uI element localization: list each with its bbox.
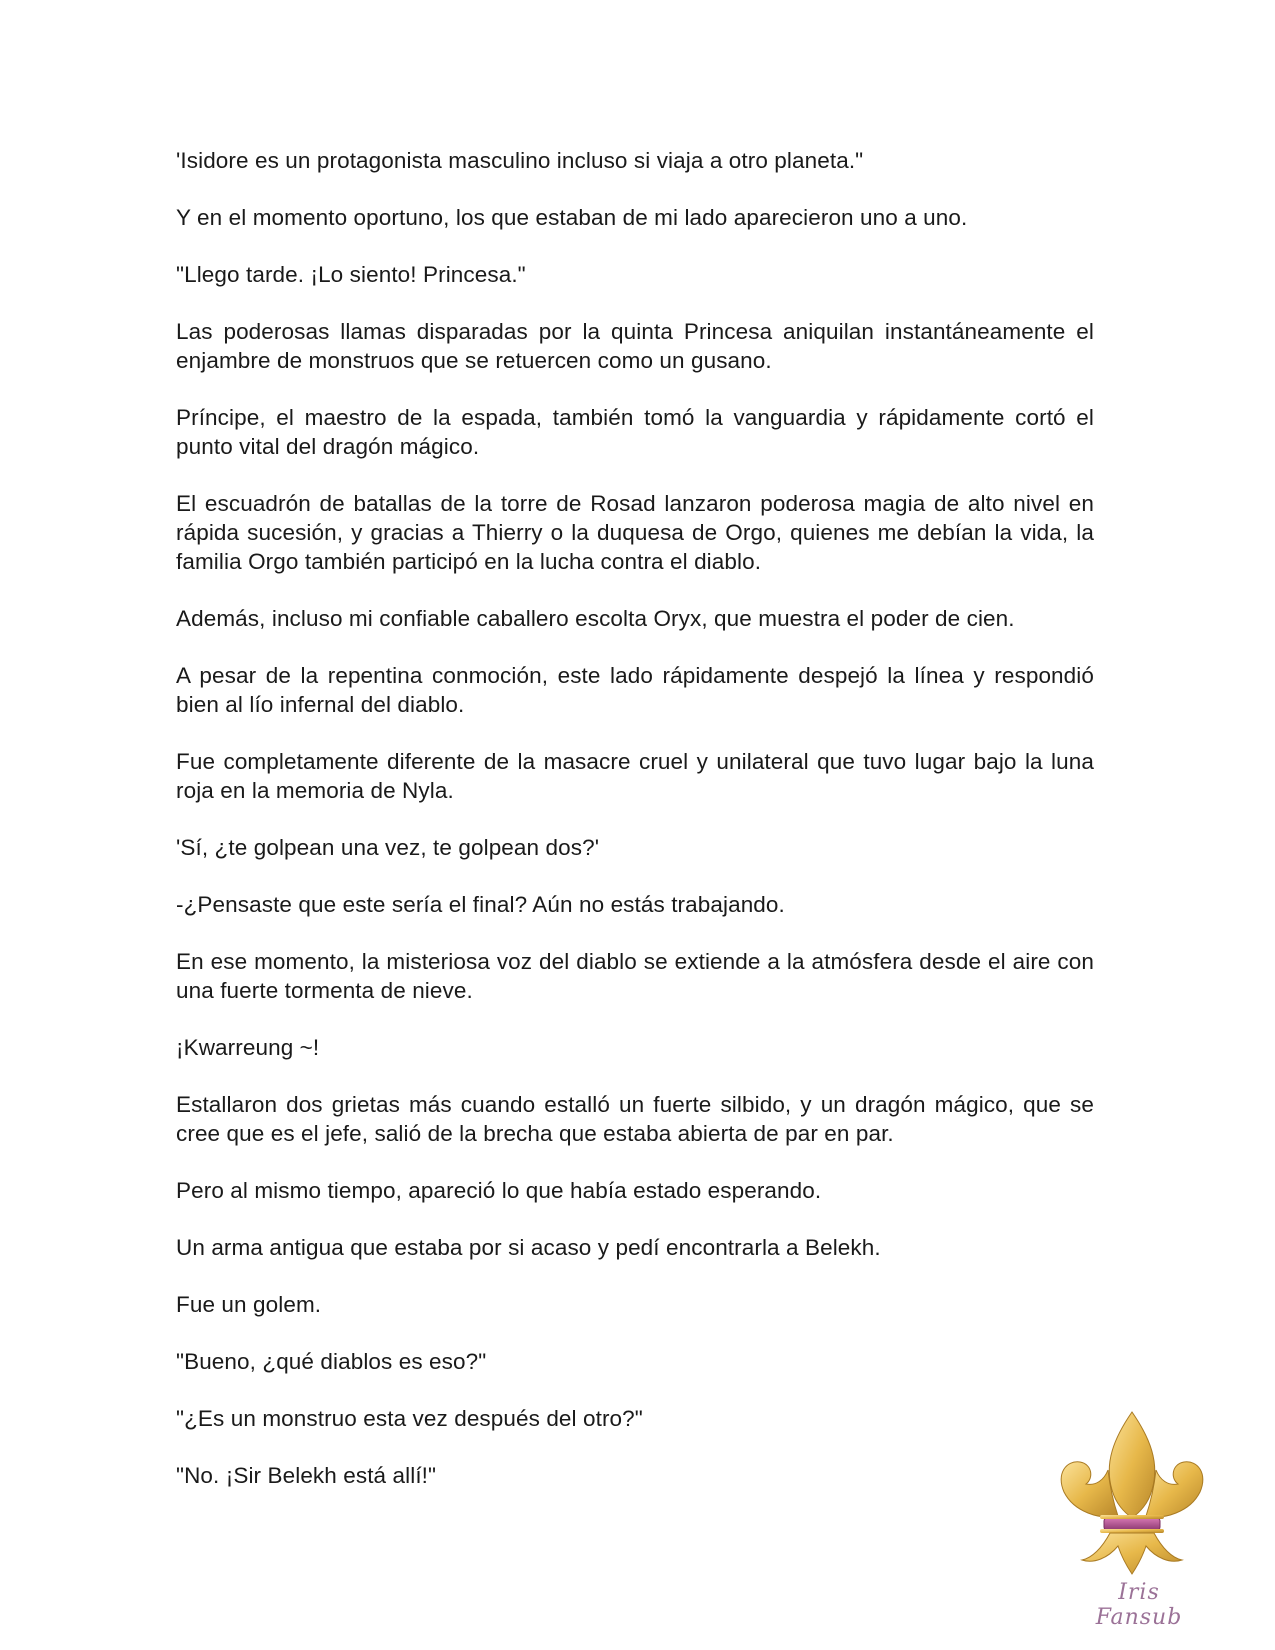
paragraph: Además, incluso mi confiable caballero escolta Oryx, que muestra el poder de cien. [176, 606, 1015, 631]
fleur-de-lis-icon [1052, 1408, 1212, 1608]
watermark-caption: Iris Fansub [1095, 1580, 1183, 1630]
document-body [176, 146, 1094, 1518]
paragraph: Estallaron dos grietas más cuando estalló un fuerte silbido, y un dragón mágico, que se cree que es el jefe, salió de la brecha que estaba abierta de par en par. [176, 1092, 1094, 1146]
paragraph: 'Isidore es un protagonista masculino incluso si viaja a otro planeta." [176, 148, 864, 173]
paragraph: El escuadrón de batallas de la torre de Rosad lanzaron poderosa magia de alto nivel en rápida sucesión, y gracias a Thierry o la duquesa de Orgo, quienes me debían la vida, la familia Orgo también participó en la lucha contra el diablo. [176, 491, 1094, 574]
paragraph: "Llego tarde. ¡Lo siento! Princesa." [176, 262, 526, 287]
paragraph: ¡Kwarreung ~! [176, 1035, 320, 1060]
paragraph: Príncipe, el maestro de la espada, también tomó la vanguardia y rápidamente cortó el punto vital del dragón mágico. [176, 405, 1094, 459]
paragraph: 'Sí, ¿te golpean una vez, te golpean dos?' [176, 835, 600, 860]
paragraph: -¿Pensaste que este sería el final? Aún no estás trabajando. [176, 892, 785, 917]
paragraph: Pero al mismo tiempo, apareció lo que había estado esperando. [176, 1178, 822, 1203]
paragraph: "¿Es un monstruo esta vez después del otro?" [176, 1406, 643, 1431]
paragraph: Un arma antigua que estaba por si acaso y pedí encontrarla a Belekh. [176, 1235, 881, 1260]
paragraph: Las poderosas llamas disparadas por la quinta Princesa aniquilan instantáneamente el enjambre de monstruos que se retuercen como un gusano. [176, 319, 1094, 373]
paragraph: "Bueno, ¿qué diablos es eso?" [176, 1349, 487, 1374]
paragraph: En ese momento, la misteriosa voz del diablo se extiende a la atmósfera desde el aire con una fuerte tormenta de nieve. [176, 949, 1094, 1003]
paragraph: A pesar de la repentina conmoción, este lado rápidamente despejó la línea y respondió bien al lío infernal del diablo. [176, 663, 1094, 717]
paragraph: Y en el momento oportuno, los que estaban de mi lado aparecieron uno a uno. [176, 205, 968, 230]
paragraph: Fue un golem. [176, 1292, 322, 1317]
paragraph: Fue completamente diferente de la masacre cruel y unilateral que tuvo lugar bajo la luna roja en la memoria de Nyla. [176, 749, 1094, 803]
paragraph: "No. ¡Sir Belekh está allí!" [176, 1463, 437, 1488]
